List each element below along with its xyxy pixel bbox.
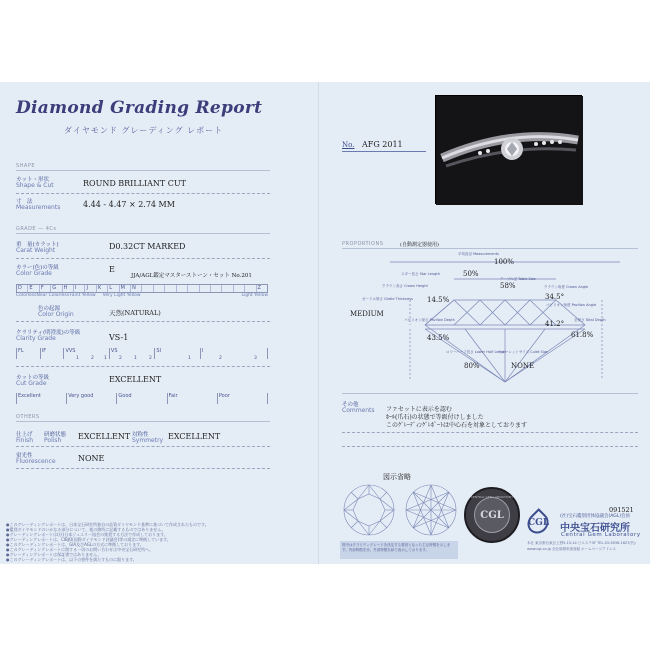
clarity-scale-number: 3: [254, 356, 257, 361]
symmetry-label-jp: 対称性: [132, 432, 149, 438]
section-divider: [16, 233, 270, 234]
footnotes: [6, 522, 306, 562]
clarity-scale-number: 1: [188, 356, 191, 361]
cut-label-jp: カットの等級: [16, 375, 49, 381]
measurements-label-en: Measurements: [16, 204, 61, 211]
girdle-label: ガードル厚さ Girdle Thickness: [362, 297, 413, 301]
color-scale-cell: [234, 285, 245, 292]
cut-label-en: Cut Grade: [16, 380, 47, 387]
lower-half-label: ロワーハーフ長さ Lower Half Length: [446, 350, 507, 354]
row-divider: [16, 321, 270, 322]
fold-line: [318, 82, 319, 564]
clarity-scale-number: 2: [149, 356, 152, 361]
color-scale: [16, 284, 268, 293]
pavilion-depth-label: パビリオン深さ Pavilion Depth: [404, 318, 455, 322]
measurements-label-jp: 寸 法: [16, 199, 33, 205]
color-scale-cell: [200, 285, 211, 292]
disclaimer-box: [340, 541, 458, 559]
clarity-value: VS-1: [109, 333, 129, 342]
cut-scale: [16, 393, 268, 404]
color-scale-cell: [245, 285, 256, 292]
clarity-scale-cell: VVS: [63, 348, 108, 359]
diameter-value: 100%: [494, 258, 515, 266]
clarity-label-jp: クラリティ(明澄度)の等級: [16, 330, 81, 336]
culet-value: NONE: [511, 362, 535, 370]
clarity-scale-cell: IF: [40, 348, 64, 359]
color-scale-cell: H: [63, 285, 74, 292]
pavilion-angle-label: パビリオン角度 Pavilion Angle: [546, 303, 597, 307]
color-scale-word: Very Light Yellow: [102, 293, 141, 298]
clarity-scale-number: 1: [104, 356, 107, 361]
color-scale-cell: [177, 285, 188, 292]
cut-shape-label-en: Shape & Cut: [16, 182, 54, 189]
seal-text: CGL: [480, 510, 504, 521]
finish-label-jp: 仕上げ: [16, 432, 33, 438]
pavilion-angle-value: 41.2°: [545, 320, 565, 328]
cgl-logo-text: CGL: [528, 518, 550, 528]
color-scale-cell: L: [108, 285, 119, 292]
footnote-line: ●グレーディングレポートは(社)日本ジュエリー協会の推奨する方法で作成しております。: [6, 532, 168, 537]
origin-value: 天然(NATURAL): [109, 309, 161, 317]
symmetry-value: EXCELLENT: [168, 432, 221, 441]
measurements-value: 4.44 - 4.47 × 2.74 MM: [83, 200, 175, 209]
footnote-line: ●このグレーディングレポートは、日本宝石研究所独自の品質ダイヤモンド基準に基づいて作成されたものです。: [6, 522, 209, 527]
carat-label-jp: 重 量(カラット): [16, 242, 59, 248]
lower-half-value: 80%: [464, 362, 480, 370]
table-value: 50%: [463, 270, 479, 278]
row-divider: [342, 446, 638, 447]
origin-label-jp: 色の起源: [38, 306, 61, 312]
clarity-scale-cell: FL: [16, 348, 40, 359]
color-scale-cell: M: [120, 285, 131, 292]
color-scale-words: [16, 293, 268, 300]
report-title: Diamond Grading Report: [16, 98, 263, 118]
lab-seal: [464, 487, 520, 543]
crown-view-plot: [342, 483, 396, 537]
report-number-value: AFG 2011: [362, 140, 403, 149]
cut-scale-cell: Very good: [66, 393, 116, 404]
color-scale-cell: G: [51, 285, 62, 292]
color-master-note: JJA/AGL鑑定マスターストーン・セット No.201: [131, 273, 252, 279]
disclaimer-text: 図中はクラリティグレードを決定する要因となった主な特徴を示します。内部特徴を赤、外部特徴を緑で表示しております。: [342, 543, 451, 552]
clarity-scale-number: 2: [219, 356, 222, 361]
report-subtitle: ダイヤモンド グレーディング レポート: [64, 126, 224, 135]
section-divider: [16, 421, 270, 422]
color-scale-cell: [211, 285, 222, 292]
lab-address: 本社 東京都台東区上野5-15-14 ビエステ5F TEL.03-3836-1627(代): [527, 541, 636, 545]
color-scale-cell: E: [28, 285, 39, 292]
cut-scale-cell: Poor: [217, 393, 268, 404]
color-scale-cell: [154, 285, 165, 292]
total-depth-value: 61.8%: [571, 331, 594, 339]
pavilion-view-plot: [404, 483, 458, 537]
footnote-line: ●このグレーディングレポートに関する一切のお問い合わせは中央宝石研究所へ。: [6, 547, 154, 552]
clarity-scale-numbers: [16, 356, 268, 363]
row-divider: [342, 432, 638, 433]
row-divider: [16, 193, 270, 194]
row-divider: [16, 446, 270, 447]
color-scale-word: Colorless: [16, 293, 37, 298]
carat-label-en: Carat Weight: [16, 247, 56, 254]
color-scale-cell: J: [85, 285, 96, 292]
polish-value: EXCELLENT: [78, 432, 131, 441]
proportions-note: (自動測定器使用): [400, 242, 439, 248]
row-divider: [16, 468, 270, 469]
ring-photo: [435, 95, 582, 204]
upper-girdle-value: 58%: [500, 282, 516, 290]
lab-name-jp: 中央宝石研究所: [560, 523, 630, 534]
polish-label-en: Polish: [44, 437, 62, 444]
color-scale-cell: [142, 285, 153, 292]
color-value: E: [109, 265, 115, 274]
diagram-omitted-label: 図示省略: [383, 473, 411, 481]
clarity-scale-number: 2: [119, 356, 122, 361]
comment-3: このｸﾞﾚｰﾃﾞｨﾝｸﾞﾚﾎﾟｰﾄは中心石を対象としております: [386, 422, 528, 429]
crown-height-label: クラウン高さ Crown Height: [382, 284, 428, 288]
row-divider: [16, 366, 270, 367]
row-divider: [16, 258, 270, 259]
girdle-value: MEDIUM: [350, 310, 384, 318]
color-label-en: Color Grade: [16, 270, 52, 277]
comment-2: ﾎｰﾙ(爪石)の状態で等級付けしました: [386, 414, 484, 421]
report-number-underline: [342, 151, 426, 152]
footnote-line: ●グレーディングレポートは保証書ではありません。: [6, 552, 102, 557]
origin-label-en: Color Origin: [38, 311, 74, 318]
color-scale-cell: I: [74, 285, 85, 292]
footnote-line: ●このグレーディングレポートは、以下の要件を満たすものに限ります。: [6, 557, 137, 562]
comments-label-en: Comments: [342, 407, 375, 414]
serial-number: 091521: [609, 506, 634, 514]
crown-angle-label: クラウン角度 Crown Angle: [544, 285, 589, 289]
comment-1: ファセットに表示を認む: [386, 406, 452, 413]
star-label: スター長さ Star Length: [401, 272, 440, 276]
color-scale-cell: [188, 285, 199, 292]
color-scale-cell: N: [131, 285, 142, 292]
pavilion-depth-value: 43.5%: [427, 334, 450, 342]
color-scale-cell: Z: [257, 285, 261, 291]
footnote-line: ●このグレーディングレポートは、GIA及びAGLの方式に準拠しております。: [6, 542, 144, 547]
color-scale-cell: [222, 285, 233, 292]
lab-web: www.cgl.co.jp 全社規格申請登録 ホームページアドレス: [527, 547, 616, 551]
cut-value: EXCELLENT: [109, 375, 162, 384]
comments-label-jp: その他: [342, 402, 359, 408]
lab-organization: (社)宝石鑑別団体協議会(AGL)会員: [560, 514, 631, 519]
diameter-label: 平均直径 Measurements: [458, 252, 499, 256]
section-divider: [342, 248, 638, 249]
polish-label-jp: 研磨状態: [44, 432, 67, 438]
total-depth-label: 全深さ Total Depth: [574, 318, 606, 322]
color-scale-cell: F: [40, 285, 51, 292]
section-divider: [342, 393, 638, 394]
footnote-line: ●鑑別ダイヤモンドのいかなる部分について、他の箇所に記載するものではありません。: [6, 527, 166, 532]
table-label: テーブル径 Table Size: [500, 277, 536, 281]
cut-scale-cell: Excellent: [16, 393, 66, 404]
color-scale-word: Light Yellow: [241, 293, 268, 298]
carat-value: D0.32CT MARKED: [109, 242, 186, 251]
color-scale-cell: [165, 285, 176, 292]
color-label-jp: カラー(色)の等級: [16, 265, 59, 271]
fluor-label-jp: 蛍光性: [16, 453, 33, 459]
clarity-scale-cell: SI: [154, 348, 199, 359]
cut-shape-label-jp: カット・形状: [16, 177, 49, 183]
ring-image: [436, 96, 583, 205]
culet-label: キューレットサイズ Culet Size: [498, 350, 548, 354]
clarity-scale-number: 2: [91, 356, 94, 361]
clarity-scale-cell: I: [200, 348, 268, 359]
section-divider: [16, 170, 270, 171]
cut-scale-cell: Good: [116, 393, 166, 404]
symmetry-label-en: Symmetry: [132, 437, 164, 444]
crown-height-value: 14.5%: [427, 296, 450, 304]
clarity-label-en: Clarity Grade: [16, 335, 56, 342]
others-section-title: OTHERS: [16, 414, 40, 420]
color-scale-word: Near Colorless: [36, 293, 70, 298]
color-scale-cell: K: [97, 285, 108, 292]
color-scale-word: Faint Yellow: [69, 293, 96, 298]
lab-name-en: Central Gem Laboratory: [561, 532, 641, 538]
clarity-scale-number: 1: [134, 356, 137, 361]
fluor-value: NONE: [78, 454, 105, 463]
cut-shape-value: ROUND BRILLIANT CUT: [83, 179, 186, 188]
color-scale-cell: D: [17, 285, 28, 292]
finish-label-en: Finish: [16, 437, 34, 444]
report-number-label: No.: [342, 141, 355, 149]
clarity-scale-number: 1: [76, 356, 79, 361]
cut-scale-cell: Fair: [167, 393, 217, 404]
grade-section-title: GRADE — 4Cs: [16, 226, 57, 232]
seal-ring-text: CENTRAL GEM LABORATORY: [470, 495, 514, 499]
clarity-scale-cell: VS: [109, 348, 154, 359]
proportions-section-title: PROPORTIONS: [342, 241, 384, 247]
footnote-line: ●グレーディングレポートは、CIBJO(国際ダイヤモンド評議会)等の規定に準拠しています。: [6, 537, 171, 542]
fluor-label-en: Fluorescence: [16, 458, 56, 465]
shape-section-title: SHAPE: [16, 163, 36, 169]
crown-angle-value: 34.5°: [545, 293, 565, 301]
